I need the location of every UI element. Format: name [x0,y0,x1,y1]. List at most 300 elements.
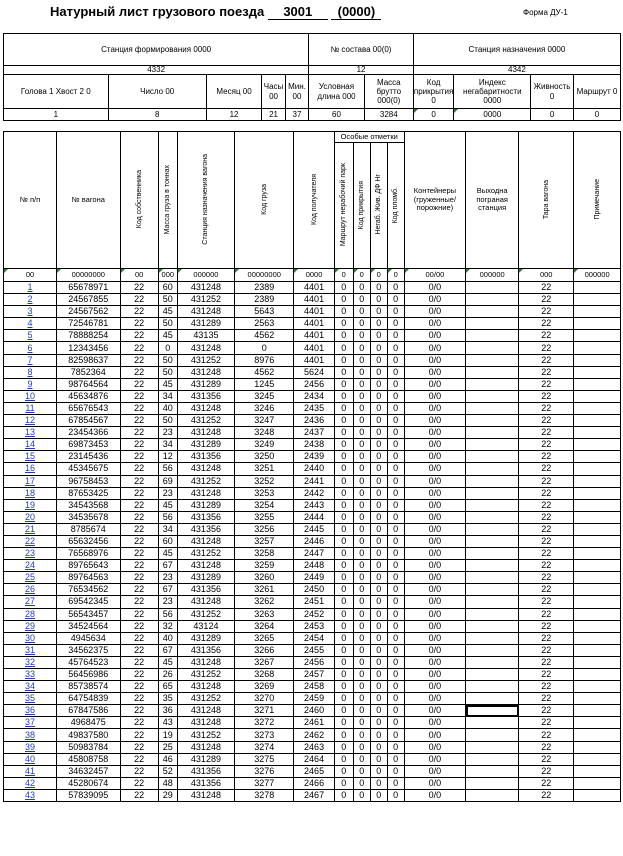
hours-value[interactable]: 21 [262,109,285,121]
exit-station[interactable] [466,560,519,572]
cover-code[interactable]: 0 [353,366,370,378]
route-park[interactable]: 0 [334,693,353,705]
route-park[interactable]: 0 [334,330,353,342]
cargo-mass[interactable]: 50 [158,354,177,366]
seal-code[interactable]: 0 [387,669,404,681]
cover-code[interactable]: 0 [353,717,370,729]
receiver-code[interactable]: 2444 [294,511,334,523]
note[interactable] [574,693,621,705]
wagon-number[interactable]: 82598637 [57,354,121,366]
dest-station[interactable]: 431252 [177,729,234,741]
cargo-code[interactable]: 3256 [235,523,294,535]
dest-station[interactable]: 431248 [177,427,234,439]
tare[interactable]: 22 [519,693,574,705]
exit-station[interactable] [466,693,519,705]
dest-station[interactable]: 431289 [177,572,234,584]
receiver-code[interactable]: 4401 [294,342,334,354]
containers[interactable]: 0/0 [404,318,465,330]
containers[interactable]: 0/0 [404,608,465,620]
owner-code[interactable]: 22 [120,608,158,620]
route-park[interactable]: 0 [334,342,353,354]
oversize-code[interactable]: 0 [370,789,387,801]
note[interactable] [574,463,621,475]
dest-station[interactable]: 431248 [177,535,234,547]
wagon-number[interactable]: 24567562 [57,306,121,318]
cover-code[interactable]: 0 [353,402,370,414]
dest-station[interactable]: 431356 [177,584,234,596]
tare[interactable]: 22 [519,669,574,681]
route-park[interactable]: 0 [334,390,353,402]
cargo-code[interactable]: 3245 [235,390,294,402]
row-number-link[interactable]: 40 [24,753,35,764]
seal-code[interactable]: 0 [387,415,404,427]
exit-station[interactable] [466,415,519,427]
route-park[interactable]: 0 [334,475,353,487]
row-number[interactable] [4,378,57,390]
receiver-code[interactable]: 2447 [294,548,334,560]
wagon-number[interactable]: 23145436 [57,451,121,463]
exit-station[interactable] [466,487,519,499]
seal-code[interactable]: 0 [387,632,404,644]
oversize-code[interactable]: 0 [370,415,387,427]
seal-code[interactable]: 0 [387,656,404,668]
receiver-code[interactable]: 2450 [294,584,334,596]
owner-code[interactable]: 22 [120,330,158,342]
cargo-mass[interactable]: 45 [158,306,177,318]
receiver-code[interactable]: 2437 [294,427,334,439]
tare[interactable]: 22 [519,548,574,560]
seal-code[interactable]: 0 [387,306,404,318]
row-number-link[interactable]: 42 [24,777,35,788]
row-number-link[interactable]: 3 [27,306,33,317]
row-number-link[interactable]: 36 [24,705,35,716]
wagon-number[interactable]: 85738574 [57,681,121,693]
seal-code[interactable]: 0 [387,390,404,402]
wagon-number[interactable]: 34632457 [57,765,121,777]
dest-station[interactable]: 43135 [177,330,234,342]
dest-station[interactable]: 431248 [177,560,234,572]
oversize-code[interactable]: 0 [370,427,387,439]
route-park[interactable]: 0 [334,535,353,547]
dest-station[interactable]: 431289 [177,499,234,511]
note[interactable] [574,487,621,499]
wagon-number[interactable]: 34524564 [57,620,121,632]
seal-code[interactable]: 0 [387,741,404,753]
containers[interactable]: 0/0 [404,560,465,572]
receiver-code[interactable]: 2449 [294,572,334,584]
cargo-code[interactable]: 3255 [235,511,294,523]
route-park[interactable]: 0 [334,318,353,330]
cargo-code[interactable]: 3258 [235,548,294,560]
dest-station[interactable]: 431248 [177,487,234,499]
cargo-code[interactable]: 3262 [235,596,294,608]
wagon-number[interactable]: 65632456 [57,535,121,547]
containers[interactable]: 0/0 [404,632,465,644]
exit-station[interactable] [466,789,519,801]
oversize-code[interactable]: 0 [370,693,387,705]
tare[interactable]: 22 [519,499,574,511]
dest-station[interactable]: 431356 [177,390,234,402]
containers[interactable]: 0/0 [404,693,465,705]
receiver-code[interactable]: 2453 [294,620,334,632]
tare[interactable]: 22 [519,523,574,535]
tare[interactable]: 22 [519,644,574,656]
containers[interactable]: 0/0 [404,330,465,342]
dest-station[interactable]: 431289 [177,439,234,451]
row-number[interactable] [4,487,57,499]
wagon-number[interactable]: 34543568 [57,499,121,511]
tare[interactable]: 22 [519,427,574,439]
oversize-code[interactable]: 0 [370,451,387,463]
dest-station[interactable]: 431248 [177,282,234,294]
tare[interactable]: 22 [519,729,574,741]
tare[interactable]: 22 [519,608,574,620]
seal-code[interactable]: 0 [387,693,404,705]
row-number-link[interactable]: 33 [24,669,35,680]
wagon-number[interactable]: 65676543 [57,402,121,414]
owner-code[interactable]: 22 [120,681,158,693]
receiver-code[interactable]: 4401 [294,354,334,366]
head-tail-value[interactable]: 1 [4,109,109,121]
note[interactable] [574,318,621,330]
cover-code-value[interactable]: 0 [413,109,454,121]
exit-station[interactable] [466,753,519,765]
row-number[interactable] [4,439,57,451]
cover-code[interactable]: 0 [353,535,370,547]
cargo-code[interactable]: 3261 [235,584,294,596]
seal-code[interactable]: 0 [387,427,404,439]
owner-code[interactable]: 22 [120,427,158,439]
cover-code[interactable]: 0 [353,608,370,620]
receiver-code[interactable]: 2466 [294,777,334,789]
oversize-code[interactable]: 0 [370,741,387,753]
wagon-number[interactable]: 7852364 [57,366,121,378]
cargo-mass[interactable]: 67 [158,560,177,572]
owner-code[interactable]: 22 [120,572,158,584]
dest-station[interactable]: 431248 [177,705,234,717]
note[interactable] [574,366,621,378]
dest-station[interactable]: 431248 [177,366,234,378]
exit-station[interactable] [466,656,519,668]
tare[interactable]: 22 [519,765,574,777]
receiver-code[interactable]: 2456 [294,656,334,668]
cargo-code[interactable]: 3272 [235,717,294,729]
tare[interactable]: 22 [519,475,574,487]
exit-station[interactable] [466,499,519,511]
cover-code[interactable]: 0 [353,584,370,596]
cargo-code[interactable]: 3264 [235,620,294,632]
cargo-mass[interactable]: 65 [158,681,177,693]
tare[interactable]: 22 [519,294,574,306]
seal-code[interactable]: 0 [387,402,404,414]
containers[interactable]: 0/0 [404,511,465,523]
seal-code[interactable]: 0 [387,596,404,608]
tare[interactable]: 22 [519,487,574,499]
route-park[interactable]: 0 [334,765,353,777]
tare[interactable]: 22 [519,789,574,801]
wagon-number[interactable]: 56543457 [57,608,121,620]
owner-code[interactable]: 22 [120,499,158,511]
containers[interactable]: 0/0 [404,644,465,656]
seal-code[interactable]: 0 [387,535,404,547]
row-number[interactable] [4,669,57,681]
oversize-code[interactable]: 0 [370,560,387,572]
cargo-mass[interactable]: 60 [158,282,177,294]
seal-code[interactable]: 0 [387,463,404,475]
row-number[interactable] [4,656,57,668]
cargo-code[interactable]: 0 [235,342,294,354]
note[interactable] [574,560,621,572]
owner-code[interactable]: 22 [120,596,158,608]
exit-station[interactable] [466,669,519,681]
cargo-mass[interactable]: 23 [158,596,177,608]
seal-code[interactable]: 0 [387,717,404,729]
cargo-mass[interactable]: 52 [158,765,177,777]
wagon-number[interactable]: 69542345 [57,596,121,608]
cover-code[interactable]: 0 [353,306,370,318]
receiver-code[interactable]: 2460 [294,705,334,717]
cargo-code[interactable]: 3246 [235,402,294,414]
note[interactable] [574,451,621,463]
seal-code[interactable]: 0 [387,342,404,354]
cover-code[interactable]: 0 [353,318,370,330]
receiver-code[interactable]: 2463 [294,741,334,753]
wagon-number[interactable]: 57839095 [57,789,121,801]
cargo-mass[interactable]: 45 [158,499,177,511]
cargo-code[interactable]: 3260 [235,572,294,584]
seal-code[interactable]: 0 [387,681,404,693]
owner-code[interactable]: 22 [120,620,158,632]
row-number-link[interactable]: 21 [24,523,35,534]
note[interactable] [574,294,621,306]
cover-code[interactable]: 0 [353,644,370,656]
note[interactable] [574,729,621,741]
cover-code[interactable]: 0 [353,390,370,402]
note[interactable] [574,753,621,765]
dest-station[interactable]: 431248 [177,596,234,608]
wagon-number[interactable]: 45634876 [57,390,121,402]
oversize-code[interactable]: 0 [370,378,387,390]
cargo-code[interactable]: 3247 [235,415,294,427]
tare[interactable]: 22 [519,705,574,717]
exit-station[interactable] [466,354,519,366]
cargo-code[interactable]: 4562 [235,330,294,342]
cargo-code[interactable]: 5643 [235,306,294,318]
containers[interactable]: 0/0 [404,572,465,584]
cover-code[interactable]: 0 [353,415,370,427]
seal-code[interactable]: 0 [387,729,404,741]
cargo-code[interactable]: 2389 [235,294,294,306]
row-number[interactable] [4,729,57,741]
cover-code[interactable]: 0 [353,439,370,451]
cargo-code[interactable]: 3257 [235,535,294,547]
tare[interactable]: 22 [519,415,574,427]
owner-code[interactable]: 22 [120,644,158,656]
containers[interactable]: 0/0 [404,390,465,402]
wagon-number[interactable]: 67854567 [57,415,121,427]
dest-station[interactable]: 431252 [177,475,234,487]
cargo-code[interactable]: 3259 [235,560,294,572]
owner-code[interactable]: 22 [120,753,158,765]
cargo-mass[interactable]: 56 [158,511,177,523]
exit-station[interactable] [466,535,519,547]
owner-code[interactable]: 22 [120,439,158,451]
cargo-mass[interactable]: 34 [158,439,177,451]
tare[interactable]: 22 [519,463,574,475]
row-number[interactable] [4,620,57,632]
owner-code[interactable]: 22 [120,378,158,390]
row-number[interactable] [4,366,57,378]
containers[interactable]: 0/0 [404,535,465,547]
row-number-link[interactable]: 27 [24,596,35,607]
exit-station[interactable] [466,620,519,632]
row-number[interactable] [4,535,57,547]
row-number[interactable] [4,318,57,330]
oversize-code[interactable]: 0 [370,282,387,294]
oversize-code[interactable]: 0 [370,463,387,475]
owner-code[interactable]: 22 [120,402,158,414]
cargo-code[interactable]: 3278 [235,789,294,801]
route-park[interactable]: 0 [334,681,353,693]
containers[interactable]: 0/0 [404,366,465,378]
cargo-code[interactable]: 3254 [235,499,294,511]
note[interactable] [574,548,621,560]
seal-code[interactable]: 0 [387,560,404,572]
exit-station[interactable] [466,584,519,596]
cargo-code[interactable]: 3268 [235,669,294,681]
exit-station[interactable] [466,306,519,318]
note[interactable] [574,378,621,390]
oversize-code[interactable]: 0 [370,523,387,535]
oversize-code[interactable]: 0 [370,535,387,547]
row-number-link[interactable]: 11 [25,402,35,413]
wagon-number[interactable]: 67847586 [57,705,121,717]
note[interactable] [574,475,621,487]
receiver-code[interactable]: 2454 [294,632,334,644]
row-number-link[interactable]: 24 [24,560,35,571]
owner-code[interactable]: 22 [120,584,158,596]
cover-code[interactable]: 0 [353,451,370,463]
row-number[interactable] [4,693,57,705]
cargo-mass[interactable]: 40 [158,632,177,644]
receiver-code[interactable]: 2443 [294,499,334,511]
row-number-link[interactable]: 41 [24,765,35,776]
route-value[interactable]: 0 [573,109,620,121]
owner-code[interactable]: 22 [120,463,158,475]
row-number-link[interactable]: 38 [24,729,35,740]
cargo-mass[interactable]: 45 [158,378,177,390]
cargo-mass[interactable]: 67 [158,584,177,596]
owner-code[interactable]: 22 [120,777,158,789]
cargo-mass[interactable]: 46 [158,753,177,765]
note[interactable] [574,632,621,644]
cover-code[interactable]: 0 [353,669,370,681]
cargo-code[interactable]: 1245 [235,378,294,390]
route-park[interactable]: 0 [334,451,353,463]
route-park[interactable]: 0 [334,511,353,523]
oversize-code[interactable]: 0 [370,777,387,789]
containers[interactable]: 0/0 [404,342,465,354]
route-park[interactable]: 0 [334,415,353,427]
tare[interactable]: 22 [519,656,574,668]
tare[interactable]: 22 [519,439,574,451]
cargo-code[interactable]: 3276 [235,765,294,777]
cargo-code[interactable]: 3248 [235,427,294,439]
cond-length-value[interactable]: 60 [309,109,365,121]
route-park[interactable]: 0 [334,644,353,656]
seal-code[interactable]: 0 [387,318,404,330]
row-number[interactable] [4,608,57,620]
row-number[interactable] [4,741,57,753]
owner-code[interactable]: 22 [120,342,158,354]
owner-code[interactable]: 22 [120,741,158,753]
cover-code[interactable]: 0 [353,765,370,777]
tare[interactable]: 22 [519,741,574,753]
row-number[interactable] [4,463,57,475]
cargo-code[interactable]: 2389 [235,282,294,294]
cover-code[interactable]: 0 [353,463,370,475]
note[interactable] [574,777,621,789]
oversize-code[interactable]: 0 [370,765,387,777]
owner-code[interactable]: 22 [120,354,158,366]
seal-code[interactable]: 0 [387,330,404,342]
oversize-code[interactable]: 0 [370,511,387,523]
oversize-code[interactable]: 0 [370,705,387,717]
row-number-link[interactable]: 20 [24,511,35,522]
row-number[interactable] [4,475,57,487]
wagon-number[interactable]: 34562375 [57,644,121,656]
exit-station[interactable] [466,402,519,414]
wagon-number[interactable]: 4945634 [57,632,121,644]
tare[interactable]: 22 [519,282,574,294]
row-number[interactable] [4,777,57,789]
containers[interactable]: 0/0 [404,354,465,366]
cargo-mass[interactable]: 45 [158,548,177,560]
wagon-number[interactable]: 50983784 [57,741,121,753]
row-number[interactable] [4,354,57,366]
containers[interactable]: 0/0 [404,294,465,306]
owner-code[interactable]: 22 [120,560,158,572]
note[interactable] [574,608,621,620]
note[interactable] [574,306,621,318]
cargo-code[interactable]: 3275 [235,753,294,765]
row-number-link[interactable]: 17 [24,475,35,486]
receiver-code[interactable]: 2457 [294,669,334,681]
tare[interactable]: 22 [519,681,574,693]
route-park[interactable]: 0 [334,572,353,584]
note[interactable] [574,620,621,632]
owner-code[interactable]: 22 [120,306,158,318]
receiver-code[interactable]: 4401 [294,282,334,294]
row-number-link[interactable]: 25 [24,572,35,583]
receiver-code[interactable]: 5624 [294,366,334,378]
dest-station[interactable]: 431248 [177,741,234,753]
tare[interactable]: 22 [519,572,574,584]
row-number[interactable] [4,390,57,402]
row-number[interactable] [4,705,57,717]
cover-code[interactable]: 0 [353,511,370,523]
owner-code[interactable]: 22 [120,318,158,330]
cargo-code[interactable]: 8976 [235,354,294,366]
cover-code[interactable]: 0 [353,499,370,511]
row-number[interactable] [4,330,57,342]
seal-code[interactable]: 0 [387,511,404,523]
tare[interactable]: 22 [519,330,574,342]
receiver-code[interactable]: 2456 [294,378,334,390]
cover-code[interactable]: 0 [353,620,370,632]
cargo-mass[interactable]: 23 [158,572,177,584]
seal-code[interactable]: 0 [387,572,404,584]
